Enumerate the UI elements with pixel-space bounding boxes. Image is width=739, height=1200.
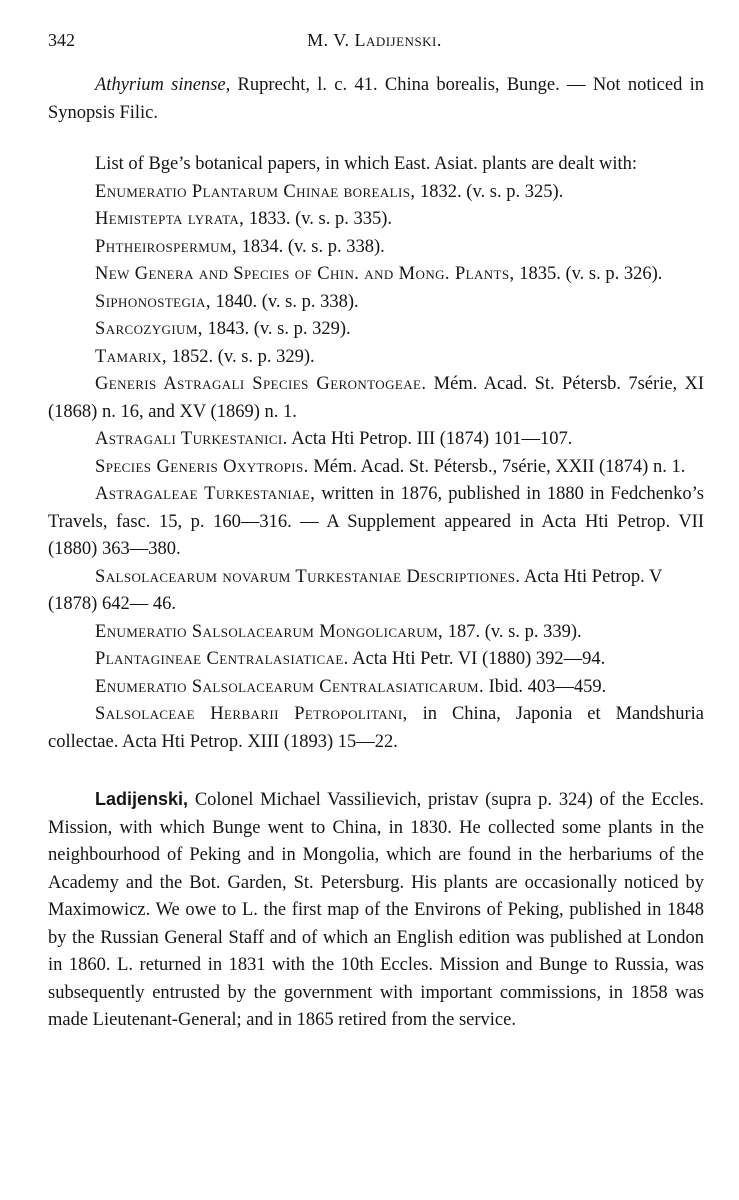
list-item-title: Astragaleae Turkestaniae, [95,484,316,504]
entry-name: Ladijenski, [95,789,189,809]
list-items [48,179,704,757]
list-item [48,646,704,674]
page-header [48,30,701,56]
list-item-citation: Acta Hti Petr. VI (1880) 392—94. [348,649,606,669]
list-item-citation: 1833. (v. s. p. 335). [244,209,393,229]
list-item-citation: 1835. (v. s. p. 326). [514,264,663,284]
entry-text: Colonel Michael Vassilievich, pristav (supra p. 324) of the Eccles. Mission, with which Bunge went to China, in 1830. He collected some plants in the neighbourhood of Peking and in Mongolia, which are found in the herbariums of the Academy and the Bot. Garden, St. Petersburg. His plants are occasionally noticed by Maximowicz. We owe to L. the first map of the Environs of Peking, published in 1848 by the Russian General Staff and of which an English edition was published at London in 1860. L. returned in 1831 with the 10th Eccles. Mission and Bunge to Russia, was subsequently entrusted by the government with important commissions, in 1858 was made Lieutenant-General; and in 1865 retired from the service. [48,790,704,1030]
species-name: Athyrium sinense, [95,75,231,95]
page-number: 342 [48,30,75,50]
list-item-citation: Acta Hti Petrop. III (1874) 101—107. [287,429,573,449]
list-item-title: Enumeratio Plantarum Chinae borealis, [95,181,416,202]
list-item [48,481,704,564]
list-item [48,619,704,647]
list-item-citation: Mém. Acad. St. Pétersb., 7série, XXII (1874) n. 1. [308,456,686,477]
list-item [48,344,704,372]
list-item [48,261,704,289]
list-item [48,234,704,262]
list-item-title: Enumeratio Salsolacearum Centralasiaticarum. [95,676,484,697]
list-item [48,454,704,482]
list-item [48,206,704,234]
running-head: M. V. Ladijenski. [307,30,442,50]
list-item [48,289,704,317]
list-item-citation: 1852. (v. s. p. 329). [166,346,315,367]
list-item [48,371,704,426]
list-item-title: Generis Astragali Species Gerontogeae. [95,374,427,394]
species-note: Ruprecht, l. c. 41. China borealis, Bunge. — Not noticed in Synopsis Filic. [48,75,705,123]
list-item-title: Hemistepta lyrata, [95,209,245,229]
list-item-title: Enumeratio Salsolacearum Mongolicarum, [95,621,444,642]
list-item-title: Salsolacearum novarum Turkestaniae Descriptiones. [95,566,521,587]
list-item [48,701,704,756]
list-item [48,426,704,454]
list-item-title: New Genera and Species of Chin. and Mong. Plants, [95,264,515,284]
list-item-citation: written in 1876, published in 1880 in Fedchenko’s Travels, fasc. 15, p. 160—316. — A Supplement appeared in Acta Hti Petrop. VII (1880) 363—380. [48,484,704,559]
list-item-citation: Ibid. 403—459. [483,676,607,697]
list-item-citation: 1832. (v. s. p. 325). [415,181,564,202]
list-item-citation: 1834. (v. s. p. 338). [236,236,385,257]
list-item-title: Phtheirospermum, [95,236,237,257]
list-item-title: Salsolaceae Herbarii Petropolitani, [95,704,408,724]
list-item-citation: 1840. (v. s. p. 338). [210,291,359,312]
list-item [48,179,704,207]
list-intro: List of Bge’s botanical papers, in which East. Asiat. plants are dealt with: [95,154,638,174]
list-item [48,564,704,619]
list-item-title: Tamarix, [95,346,167,367]
list-item-title: Plantagineae Centralasiaticae. [95,649,349,669]
page-body [48,72,704,1035]
bunge-papers-list [48,151,704,756]
list-item-title: Siphonostegia, [95,291,211,312]
list-item-citation: Acta Hti Petrop. V (1878) 642— 46. [48,566,663,614]
list-item-title: Astragali Turkestanici. [95,429,288,449]
list-item-title: Sarcozygium, [95,319,203,339]
list-item-citation: 187. (v. s. p. 339). [443,621,582,642]
athyrium-paragraph [48,72,704,127]
list-item-title: Species Generis Oxytropis. [95,456,309,477]
list-item-citation: Mém. Acad. St. Pétersb. 7série, XI (1868) n. 16, and XV (1869) n. 1. [48,374,704,422]
list-item-citation: in China, Japonia et Mandshuria collectae. Acta Hti Petrop. XIII (1893) 15—22. [48,704,704,752]
list-item [48,674,704,702]
list-item-citation: 1843. (v. s. p. 329). [202,319,351,339]
ladijenski-entry [48,786,704,1035]
list-item [48,316,704,344]
